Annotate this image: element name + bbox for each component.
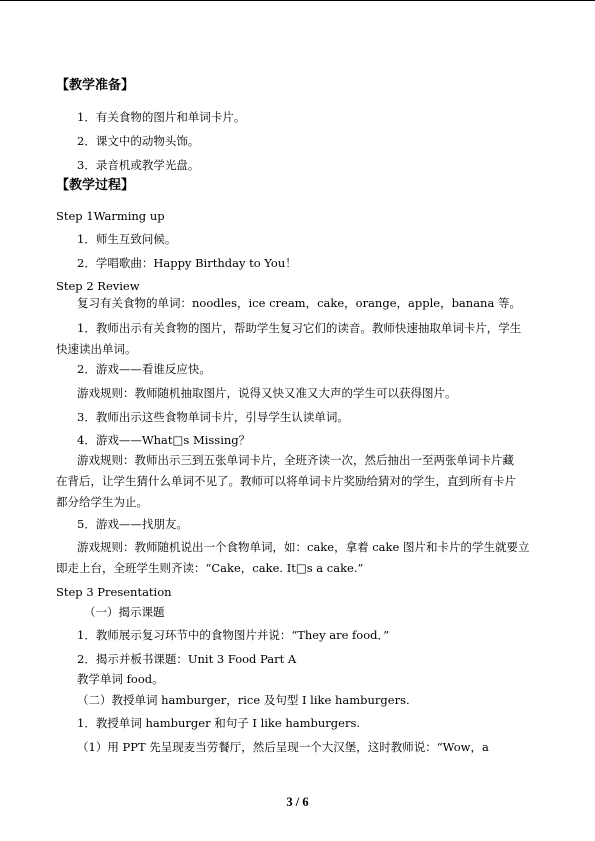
text-line: 即走上台，全班学生则齐读：“Cake，cake. It□s a cake.” (56, 561, 364, 575)
text-line: Step 3 Presentation (56, 585, 172, 599)
text-line: 3．教师出示这些食物单词卡片，引导学生认读单词。 (77, 410, 349, 424)
text-line: Step 2 Review (56, 279, 140, 293)
text-line: 教学单词 food。 (77, 672, 164, 686)
text-line: 复习有关食物的单词：noodles，ice cream，cake，orange，apple，banana 等。 (77, 296, 521, 310)
section-heading: 【教学准备】 (56, 78, 135, 93)
text-line: 1．教授单词 hamburger 和句子 I like hamburgers. (77, 716, 361, 730)
top-border-line (0, 0, 595, 1)
text-line: 游戏规则：教师随机说出一个食物单词，如：cake，拿着 cake 图片和卡片的学生就要立 (77, 540, 530, 554)
text-line: 1．教师展示复习环节中的食物图片并说：“They are food．” (77, 628, 390, 642)
text-line: 1．教师出示有关食物的图片，帮助学生复习它们的读音。教师快速抽取单词卡片，学生 (77, 321, 522, 335)
text-line: （一）揭示课题 (84, 605, 165, 619)
text-line: 4．游戏——What□s Missing？ (77, 433, 251, 447)
text-line: 2．学唱歌曲：Happy Birthday to You！ (77, 256, 297, 270)
text-line: 2．游戏——看谁反应快。 (77, 362, 211, 376)
text-line: （二）教授单词 hamburger，rice 及句型 I like hamburgers. (77, 693, 410, 707)
text-line: 快速读出单词。 (56, 342, 137, 356)
text-line: 游戏规则：教师出示三到五张单词卡片，全班齐读一次，然后抽出一至两张单词卡片藏 (77, 453, 514, 467)
text-line: Step 1Warming up (56, 209, 165, 223)
text-line: （1）用 PPT 先呈现麦当劳餐厅，然后呈现一个大汉堡，这时教师说：“Wow，a (77, 740, 489, 754)
page-number: 3 / 6 (286, 795, 309, 809)
text-line: 1．师生互致问候。 (77, 232, 177, 246)
text-line: 2．揭示并板书课题：Unit 3 Food Part A (77, 652, 297, 666)
section-heading: 【教学过程】 (56, 178, 135, 193)
text-line: 在背后，让学生猜什么单词不见了。教师可以将单词卡片奖励给猜对的学生，直到所有卡片 (56, 474, 516, 488)
text-line: 1．有关食物的图片和单词卡片。 (77, 110, 246, 124)
text-line: 2．课文中的动物头饰。 (77, 134, 200, 148)
text-line: 3．录音机或教学光盘。 (77, 158, 200, 172)
text-line: 5．游戏——找朋友。 (77, 517, 188, 531)
text-line: 游戏规则：教师随机抽取图片，说得又快又准又大声的学生可以获得图片。 (77, 386, 457, 400)
text-line: 都分给学生为止。 (56, 495, 148, 509)
